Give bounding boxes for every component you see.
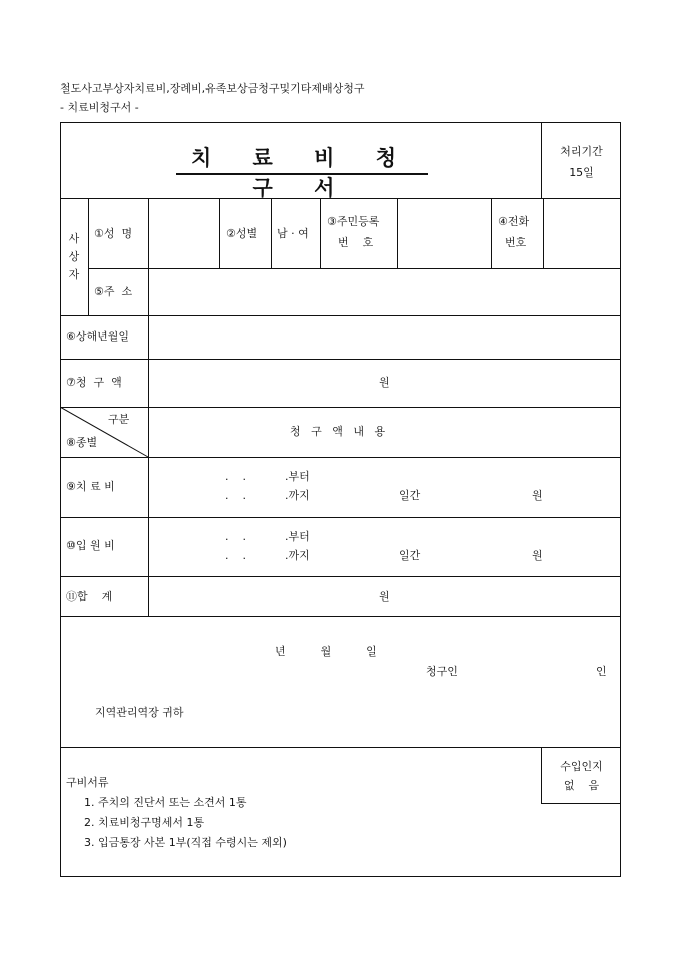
addressee: 지역관리역장 귀하 [95,706,184,719]
row-line [541,803,621,804]
total-unit: 원 [379,590,390,603]
hospitalization-won-unit: 원 [532,549,543,562]
phone-label-1: ④전화 [498,215,530,228]
form-title: 치 료 비 청 구 서 [190,145,414,200]
victim-label-1: 사 [68,232,80,245]
revenue-stamp-label-2: 없 음 [563,779,600,792]
treatment-to-dots: . . [225,489,246,502]
hospitalization-to-dots: . . [225,549,246,562]
category-diagonal [60,407,149,458]
hospitalization-cost-label: ⑩입 원 비 [66,539,115,552]
rrn-label-1: ③주민등록 [327,215,380,228]
col-line [541,747,542,803]
treatment-cost-label: ⑨치 료 비 [66,480,115,493]
total-label: ⑪합 계 [66,590,113,603]
document-item-2: 2. 치료비청구명세서 1통 [84,816,205,829]
row-line [60,747,621,748]
rrn-field[interactable] [398,199,491,268]
claim-amount-unit: 원 [379,376,390,389]
processing-period-label: 처리기간 [560,145,603,158]
form-heading: 철도사고부상자치료비,장례비,유족보상금청구및기타제배상청구 [60,82,365,95]
document-item-3: 3. 입금통장 사본 1부(직접 수령시는 제외) [84,836,287,849]
claim-amount-label: ⑦청 구 액 [66,376,122,389]
row-line [60,359,621,360]
address-label: ⑤주 소 [94,285,133,298]
col-line [88,198,89,315]
row-line [60,576,621,577]
col-line [491,198,492,268]
treatment-days-unit: 일간 [399,489,421,502]
hospitalization-from-label: .부터 [285,530,310,543]
document-item-1: 1. 주치의 진단서 또는 소견서 1통 [84,796,247,809]
rrn-label-2: 번 호 [338,236,374,249]
gender-label: ②성별 [226,227,258,240]
hospitalization-from-dots: . . [225,530,246,543]
col-line [219,198,220,268]
phone-field[interactable] [544,199,621,268]
title-underline [176,173,428,175]
injury-date-label: ⑥상해년월일 [66,330,129,343]
documents-title: 구비서류 [66,776,109,789]
claim-date-line: 년 월 일 [275,645,377,658]
row-line [60,517,621,518]
form-subheading: - 치료비청구서 - [60,101,139,114]
treatment-from-dots: . . [225,470,246,483]
phone-label-2: 번호 [505,236,527,249]
claim-content-header: 청 구 액 내 용 [290,425,386,438]
name-label: ①성 명 [94,227,133,240]
seal-label: 인 [596,665,607,678]
gender-options[interactable]: 남 · 여 [277,227,309,240]
address-field[interactable] [149,269,621,315]
treatment-won-unit: 원 [532,489,543,502]
col-line [320,198,321,268]
name-field[interactable] [149,199,219,268]
category-label-bottom: ⑧종별 [66,436,98,449]
col-line [541,122,542,198]
revenue-stamp-label-1: 수입인지 [560,760,603,773]
treatment-from-label: .부터 [285,470,310,483]
category-label-top: 구분 [108,413,130,426]
processing-period-value: 15일 [569,166,594,179]
hospitalization-to-label: .까지 [285,549,310,562]
injury-date-field[interactable] [149,316,621,359]
treatment-to-label: .까지 [285,489,310,502]
victim-label-2: 상 [68,250,80,263]
victim-label-3: 자 [68,268,80,281]
row-line [60,616,621,617]
col-line [271,198,272,268]
hospitalization-days-unit: 일간 [399,549,421,562]
claimant-label: 청구인 [426,665,458,678]
